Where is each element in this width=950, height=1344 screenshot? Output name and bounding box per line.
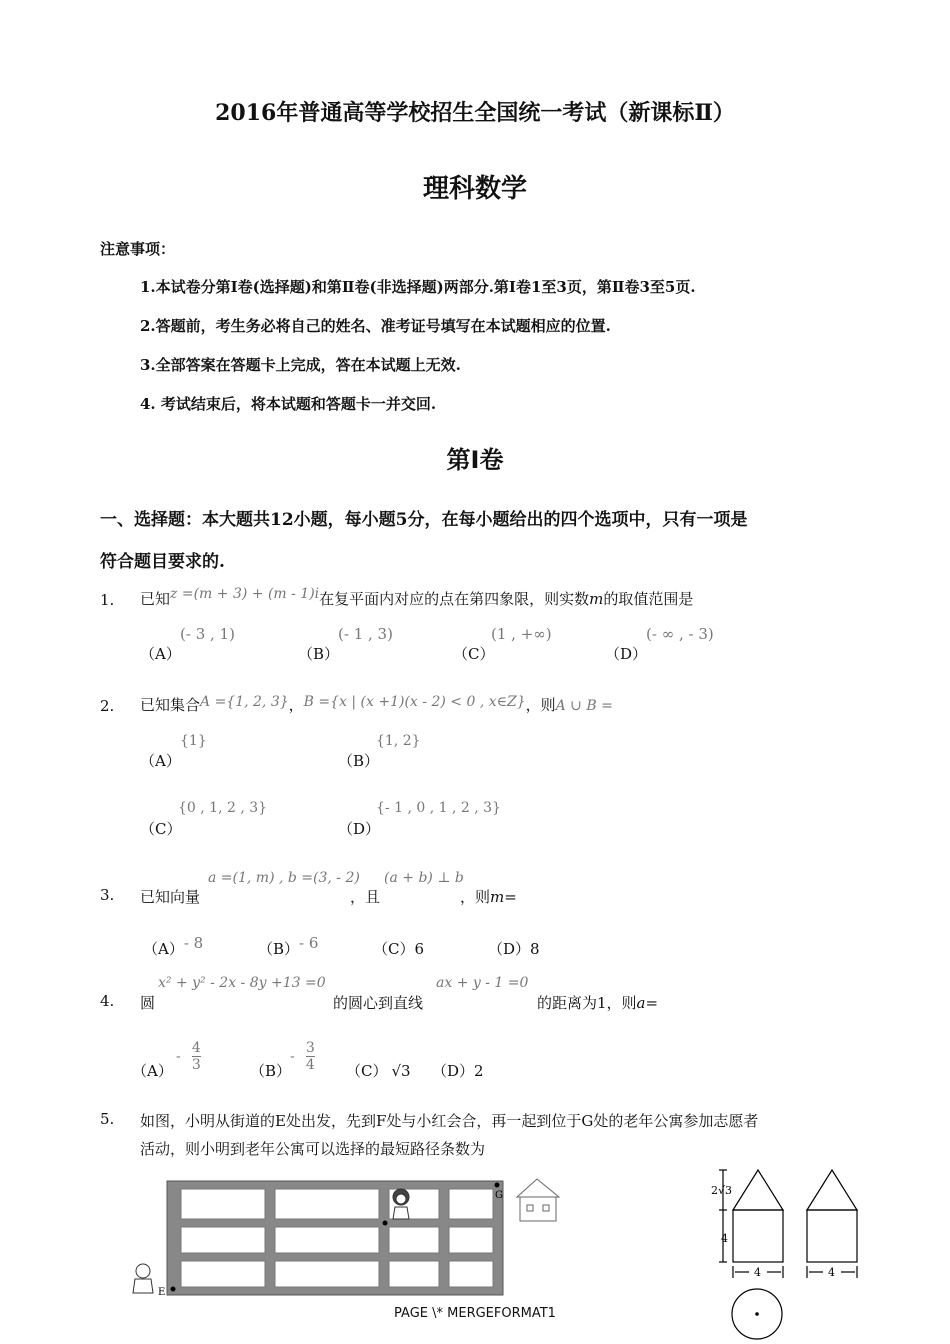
- q3-pre: 已知向量: [140, 888, 201, 906]
- notice-item: 1.本试卷分第Ⅰ卷(选择题)和第Ⅱ卷(非选择题)两部分.第Ⅰ卷1至3页，第Ⅱ卷3至5页.: [140, 278, 696, 296]
- q2-option-d: {- 1 , 0 , 1 , 2 , 3}: [376, 800, 501, 816]
- exam-subtitle: 理科数学: [422, 174, 527, 204]
- q2-option-d-label: （D）: [338, 820, 381, 838]
- q4-option-c: （C） √3: [346, 1062, 411, 1080]
- q3-post: ，则m=: [460, 888, 517, 906]
- q4-option-b-label: （B）: [250, 1062, 292, 1080]
- notice-item: 3.全部答案在答题卡上完成，答在本试题上无效.: [140, 356, 461, 374]
- q2-option-b-label: （B）: [338, 752, 380, 770]
- q3-mid: ，且: [350, 888, 381, 906]
- exam-title: 2016年普通高等学校招生全国统一考试（新课标Ⅱ）: [215, 100, 735, 126]
- q2-option-c-label: （C）: [140, 820, 182, 838]
- notice-item: 4. 考试结束后，将本试题和答题卡一并交回.: [140, 395, 437, 413]
- point-f: [383, 1221, 388, 1226]
- q1-option-b-label: （B）: [298, 645, 340, 663]
- q3-option-d: （D）8: [488, 940, 540, 958]
- q1-formula: z =(m + 3) + (m - 1)i: [170, 586, 320, 602]
- q1-option-a-label: （A）: [140, 645, 181, 663]
- q3-option-c: （C）6: [373, 940, 425, 958]
- point-e: [171, 1287, 176, 1292]
- q1-option-d-label: （D）: [605, 645, 648, 663]
- q4-option-a-label: （A）: [132, 1062, 173, 1080]
- q4-pre: 圆: [140, 994, 156, 1012]
- q2-stem: 已知集合A ={1, 2, 3}，B ={x | (x +1)(x - 2) < 0 , x∈Z}，则A ∪ B =: [140, 694, 613, 714]
- q2-option-b: {1, 2}: [376, 733, 421, 749]
- dim-top-label: 2√3: [711, 1184, 733, 1197]
- q2-option-c: {0 , 1, 2 , 3}: [178, 800, 268, 816]
- q2-option-a-label: （A）: [140, 752, 181, 770]
- q5-number: 5.: [100, 1110, 115, 1128]
- q2-set-a: A ={1, 2, 3}: [200, 694, 289, 710]
- dim-side-label: 4: [721, 1232, 728, 1245]
- notice-item: 2.答题前，考生务必将自己的姓名、准考证号填写在本试题相应的位置.: [140, 317, 611, 335]
- label-g: G: [495, 1190, 503, 1201]
- q4-number: 4.: [100, 992, 115, 1010]
- dim-base-label-2: 4: [828, 1266, 835, 1279]
- q4-mid: 的圆心到直线: [333, 994, 424, 1012]
- q1-option-d: (- ∞ , - 3): [646, 625, 714, 643]
- side-view-triangle: [807, 1170, 857, 1210]
- q5-line1: 如图，小明从街道的E处出发，先到F处与小红会合，再一起到位于G处的老年公寓参加志愿者: [140, 1112, 759, 1130]
- q3-option-a: （A）- 8: [143, 934, 204, 958]
- q1-option-b: (- 1 , 3): [338, 625, 393, 643]
- label-e: E: [158, 1287, 166, 1298]
- boy-icon: [133, 1264, 153, 1293]
- q1-option-a: (- 3 , 1): [180, 625, 235, 643]
- q1-number: 1.: [100, 591, 115, 609]
- page-footer: PAGE \* MERGEFORMAT1: [394, 1306, 556, 1321]
- dim-base-label-1: 4: [754, 1266, 761, 1279]
- q4-option-b: - $\frac{3}{4}$: [290, 1040, 315, 1073]
- q4-line-equation: ax + y - 1 =0: [436, 975, 529, 991]
- q1-stem: 已知z =(m + 3) + (m - 1)i在复平面内对应的点在第四象限，则实数m的取值范围是: [140, 586, 694, 608]
- point-g: [495, 1183, 500, 1188]
- street-grid-figure: [125, 1175, 570, 1300]
- side-view-rectangle: [807, 1210, 857, 1262]
- q3-vectors: a =(1, m) , b =(3, - 2): [208, 870, 360, 886]
- q4-post: 的距离为1，则a=: [537, 994, 659, 1012]
- section-heading-line1: 一、选择题：本大题共12小题，每小题5分，在每小题给出的四个选项中，只有一项是: [100, 510, 748, 530]
- q1-option-c: (1 , +∞): [491, 625, 552, 643]
- q3-condition: (a + b) ⊥ b: [384, 870, 464, 886]
- q4-circle-equation: x² + y² - 2x - 8y +13 =0: [158, 975, 326, 991]
- front-view-triangle: [733, 1170, 783, 1210]
- q2-option-a: {1}: [180, 733, 207, 749]
- q3-option-b: （B）- 6: [258, 934, 319, 958]
- volume-heading: 第Ⅰ卷: [446, 446, 504, 474]
- section-heading-line2: 符合题目要求的.: [100, 552, 225, 572]
- front-view-rectangle: [733, 1210, 783, 1262]
- house-icon: [517, 1179, 559, 1221]
- q1-option-c-label: （C）: [453, 645, 495, 663]
- notice-heading: 注意事项：: [100, 240, 176, 258]
- q2-set-b: B ={x | (x +1)(x - 2) < 0 , x∈Z}: [303, 694, 526, 710]
- q4-option-d: （D）2: [432, 1062, 484, 1080]
- q3-number: 3.: [100, 886, 115, 904]
- q2-number: 2.: [100, 697, 115, 715]
- q5-line2: 活动，则小明到老年公寓可以选择的最短路径条数为: [140, 1140, 486, 1158]
- q4-option-a: - $\frac{4}{3}$: [176, 1040, 201, 1073]
- q2-union: A ∪ B =: [555, 698, 613, 714]
